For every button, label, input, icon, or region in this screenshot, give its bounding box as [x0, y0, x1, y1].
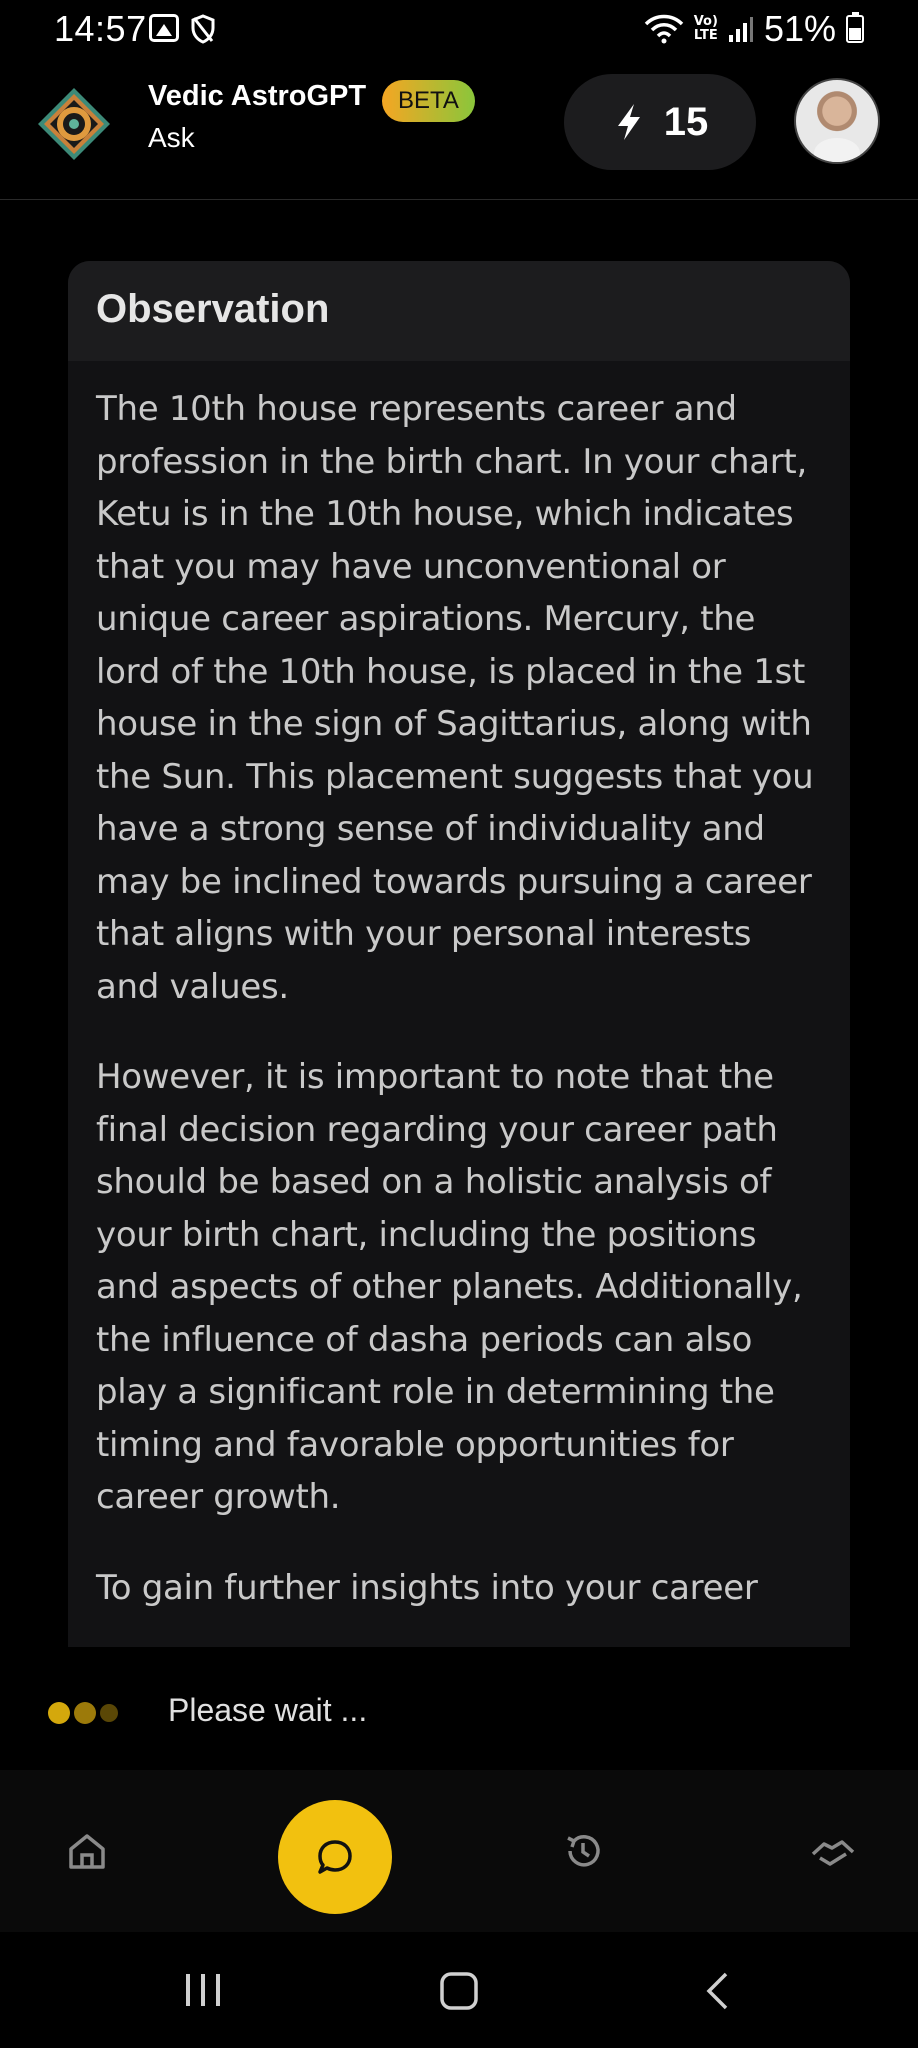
loading-dot: [74, 1702, 96, 1724]
chat-button[interactable]: [278, 1800, 392, 1914]
wait-text: Please wait ...: [168, 1692, 368, 1728]
signal-icon: [728, 15, 754, 43]
lte-indicator: Vo) LTE: [693, 14, 718, 43]
wifi-icon: [644, 14, 684, 44]
loading-dot: [48, 1702, 70, 1724]
avatar[interactable]: [794, 78, 880, 164]
app-logo-icon: [36, 86, 112, 162]
bottom-nav: [0, 1770, 918, 1932]
card-header: [68, 261, 850, 361]
home-icon[interactable]: [66, 1830, 108, 1872]
observation-paragraph: However, it is important to note that the final decision regarding your career path should be based on a holistic analysis of your birth chart, including the positions and aspects of other planets. Additionally, the influence of dasha periods can also play a significant role in determining the timing and favorable opportunities for career growth.: [96, 1057, 803, 1517]
system-nav-bar: [0, 1932, 918, 2048]
beta-badge: BETA: [382, 80, 475, 122]
lightning-icon: [612, 102, 646, 142]
observation-card: [68, 261, 850, 1647]
gallery-icon: [149, 14, 179, 42]
observation-paragraph: To gain further insights into your career: [96, 1567, 758, 1608]
battery-percent: 51%: [763, 8, 836, 49]
observation-paragraph: The 10th house represents career and profession in the birth chart. In your chart, Ketu is in the 10th house, which indicates that you may have unconventional or unique career aspirations. Mercury, the lord of the 10th house, is placed in the 1st house in the sign of Sagittarius, along with the Sun. This placement suggests that you have a strong sense of individuality and may be inclined towards pursuing a career that aligns with your personal interests and values.: [96, 389, 814, 1007]
status-bar: [0, 0, 918, 62]
history-icon[interactable]: [562, 1830, 604, 1872]
status-time: 14:57: [54, 8, 147, 49]
shield-icon: [190, 14, 216, 44]
card-title: Observation: [96, 287, 330, 331]
recent-apps-icon[interactable]: [182, 1970, 224, 2010]
battery-icon: [846, 15, 864, 43]
card-body: [68, 361, 850, 1614]
page-subtitle: Ask: [148, 122, 195, 153]
loading-dot: [100, 1704, 118, 1722]
loading-status: [0, 1660, 918, 1765]
status-right: [644, 8, 864, 50]
loading-dots-icon: [48, 1702, 118, 1724]
handshake-icon[interactable]: [810, 1830, 856, 1872]
chat-icon: [315, 1837, 355, 1877]
app-title: Vedic AstroGPT: [148, 80, 367, 112]
credits-count: 15: [663, 99, 709, 144]
credits-button[interactable]: [564, 74, 756, 170]
home-button-icon[interactable]: [438, 1970, 480, 2012]
app-header: [0, 62, 918, 200]
back-icon[interactable]: [702, 1970, 732, 2012]
